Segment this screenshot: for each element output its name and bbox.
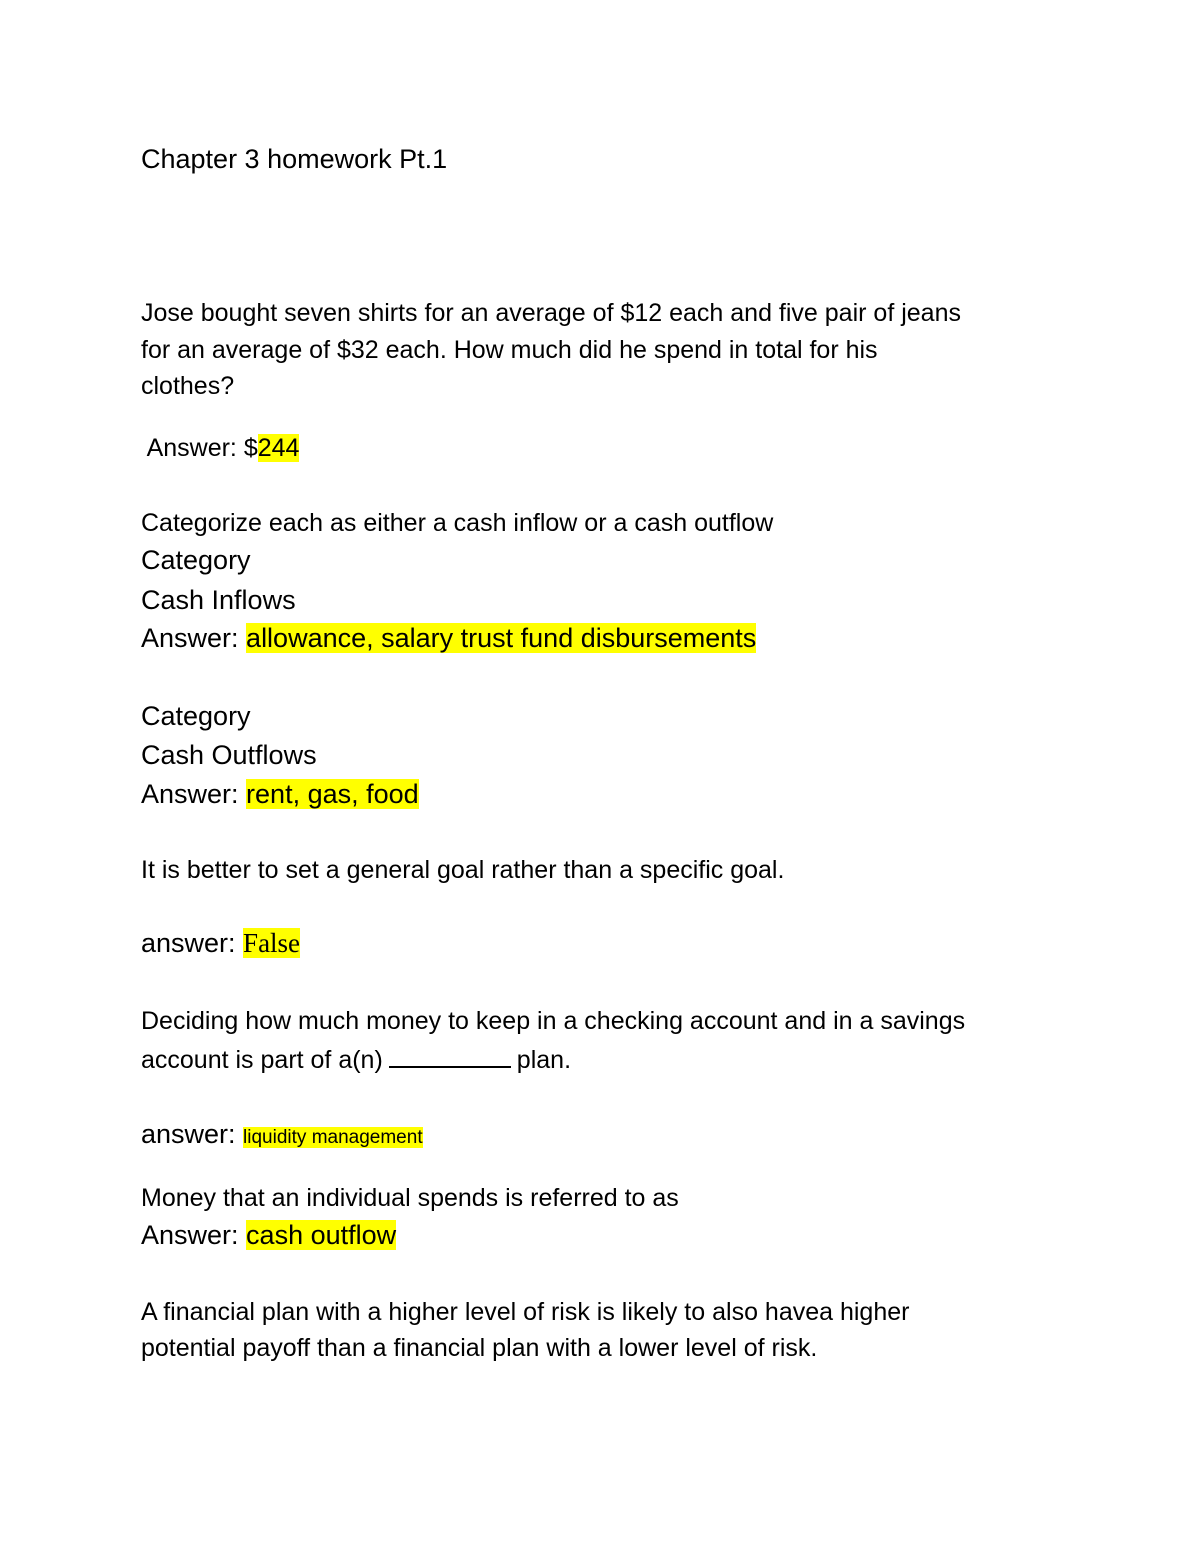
answer-highlight: liquidity management [243, 1127, 423, 1148]
category-name-inflows: Cash Inflows [141, 585, 296, 615]
answer-label: answer: [141, 1119, 244, 1149]
question-4-answer [141, 1121, 423, 1148]
question-5-prompt: Money that an individual spends is referred to as [141, 1184, 679, 1212]
category-label-2: Category [141, 701, 251, 731]
category-label-1: Category [141, 545, 251, 575]
answer-label: Answer: [141, 1220, 247, 1250]
question-4-line-2-start: account is part of a(n) [141, 1046, 383, 1074]
answer-highlight: allowance, salary trust fund disbursements [246, 623, 757, 653]
answer-label: Answer: [141, 779, 247, 809]
question-1-line-1: Jose bought seven shirts for an average of $12 each and five pair of jeans [141, 299, 961, 327]
outflows-answer [141, 781, 419, 808]
answer-label: answer: [141, 928, 244, 958]
question-3-answer [141, 930, 300, 957]
category-name-outflows: Cash Outflows [141, 740, 317, 770]
question-4-line-2 [141, 1046, 571, 1073]
answer-label: Answer: $ [141, 434, 258, 462]
question-1-line-2: for an average of $32 each. How much did he spend in total for his [141, 336, 878, 364]
inflows-answer [141, 625, 756, 652]
question-4-line-2-end: plan. [516, 1046, 572, 1074]
question-4-line-1: Deciding how much money to keep in a checking account and in a savings [141, 1007, 966, 1035]
fill-in-blank [389, 1046, 511, 1068]
question-1-line-3: clothes? [141, 372, 235, 400]
question-2-prompt: Categorize each as either a cash inflow or a cash outflow [141, 509, 774, 537]
question-6-line-1: A financial plan with a higher level of risk is likely to also havea higher [141, 1298, 910, 1326]
question-5-answer [141, 1222, 396, 1249]
document-title: Chapter 3 homework Pt.1 [141, 144, 448, 174]
answer-label: Answer: [141, 623, 247, 653]
answer-highlight: cash outflow [246, 1220, 397, 1250]
answer-highlight: 244 [257, 434, 300, 462]
question-3-prompt: It is better to set a general goal rather than a specific goal. [141, 856, 785, 884]
answer-highlight: False [243, 928, 301, 958]
question-1-answer [141, 436, 299, 461]
question-6-line-2: potential payoff than a financial plan with a lower level of risk. [141, 1334, 818, 1362]
answer-highlight: rent, gas, food [246, 779, 419, 809]
